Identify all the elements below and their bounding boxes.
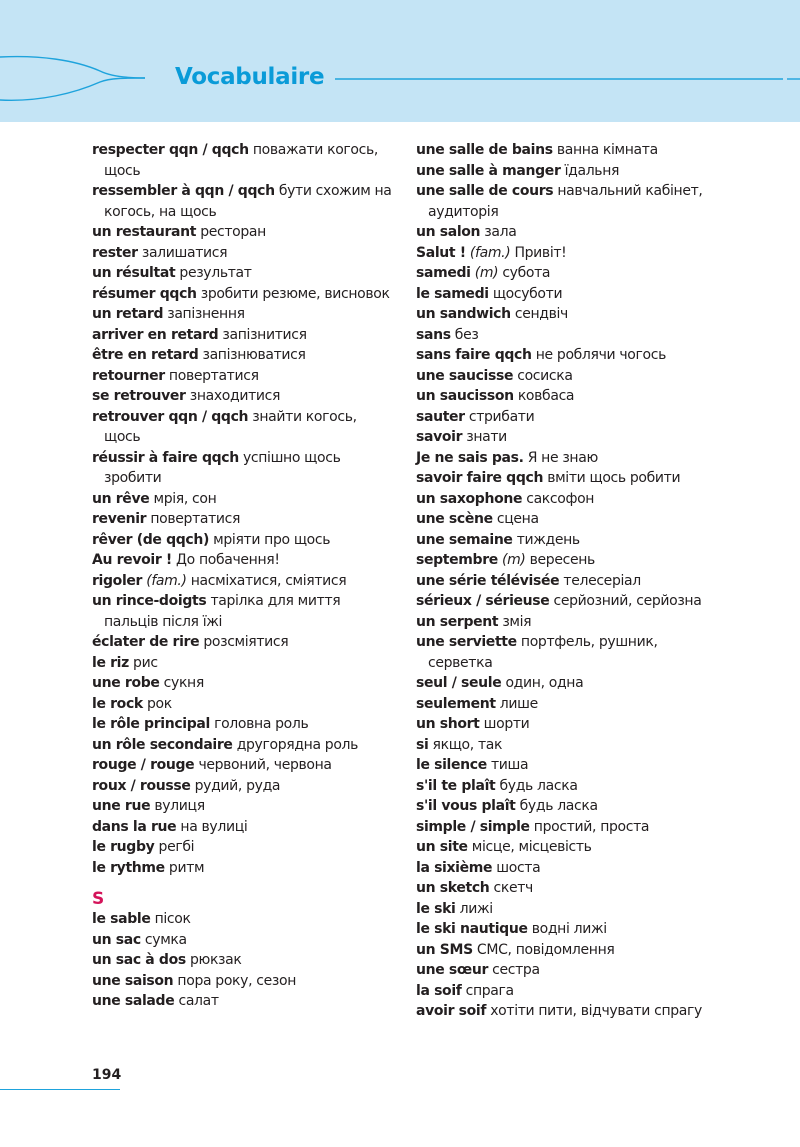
entry-headword: revenir (92, 511, 147, 527)
entry-translation: червоний, червона (198, 757, 332, 773)
entry-headword: sérieux / sérieuse (416, 593, 550, 609)
entry-headword: rester (92, 244, 138, 261)
entry-list-r (92, 140, 392, 878)
entry-translation: на вулиці (180, 818, 248, 835)
entry-translation: розсміятися (203, 634, 289, 650)
entry-headword: une semaine (416, 531, 513, 548)
entry-headword: seul / seule (416, 675, 502, 691)
vocab-entry (92, 817, 392, 838)
vocab-entry (92, 673, 392, 694)
header-banner (0, 0, 800, 122)
entry-translation: рис (133, 654, 158, 671)
vocab-entry (416, 755, 726, 776)
entry-headword: une saison (92, 972, 174, 989)
entry-translation: лише (499, 695, 538, 712)
vocab-entry (416, 735, 726, 756)
entry-translation: Я не знаю (527, 449, 598, 466)
entry-grammar-note: (m) (502, 552, 526, 568)
entry-translation: серйозний, серйозна (553, 593, 702, 609)
vocab-entry (416, 161, 726, 182)
entry-headword: un sketch (416, 880, 490, 896)
entry-translation: До побачення! (176, 552, 280, 568)
vocab-entry (416, 530, 726, 551)
entry-headword: Je ne sais pas. (416, 449, 524, 466)
entry-headword: une scène (416, 511, 493, 527)
vocab-entry (92, 263, 392, 284)
vocab-entry (416, 1001, 726, 1022)
entry-headword: samedi (416, 265, 471, 281)
entry-translation: насміхатися, сміятися (190, 572, 347, 589)
entry-headword: une sœur (416, 962, 489, 978)
vocab-entry (92, 858, 392, 879)
entry-list-s-continued (416, 140, 726, 1022)
vocab-entry (416, 919, 726, 940)
entry-headword: un saxophone (416, 490, 523, 507)
vocab-entry (416, 489, 726, 510)
entry-headword: simple / simple (416, 818, 530, 835)
vocab-entry (92, 448, 392, 489)
entry-translation: лижі (459, 900, 493, 917)
entry-headword: un SMS (416, 941, 473, 958)
entry-headword: retrouver qqn / qqch (92, 408, 249, 425)
vocab-entry (416, 981, 726, 1002)
entry-headword: un sac à dos (92, 952, 186, 968)
entry-headword: un sandwich (416, 306, 511, 322)
entry-grammar-note: (m) (474, 265, 499, 281)
vocab-entry (416, 899, 726, 920)
entry-translation: водні лижі (531, 921, 607, 937)
entry-translation: вулиця (154, 798, 205, 814)
vocab-entry (416, 427, 726, 448)
entry-translation: пісок (154, 911, 191, 927)
vocab-entry (416, 858, 726, 879)
vocab-entry (416, 181, 726, 222)
vocab-entry (92, 407, 392, 448)
entry-headword: sans faire qqch (416, 347, 532, 363)
entry-translation: без (454, 326, 479, 343)
vocab-entry (416, 222, 726, 243)
entry-translation: сукня (163, 675, 204, 691)
entry-list-s (92, 909, 392, 1012)
vocab-entry (92, 755, 392, 776)
vocab-entry (92, 509, 392, 530)
vocab-entry (416, 468, 726, 489)
entry-headword: une salle à manger (416, 162, 561, 179)
vocab-entry (92, 325, 392, 346)
entry-translation: ванна кімната (556, 142, 658, 158)
entry-headword: un serpent (416, 613, 499, 630)
entry-headword: si (416, 736, 429, 753)
entry-translation: результат (179, 265, 252, 281)
entry-translation: рюкзак (189, 952, 242, 968)
entry-headword: s'il te plaît (416, 777, 496, 794)
vocab-entry (92, 140, 392, 181)
entry-translation: стрибати (468, 408, 535, 425)
vocab-entry (92, 714, 392, 735)
entry-headword: être en retard (92, 347, 199, 363)
vocab-entry (416, 571, 726, 592)
entry-translation: портфель, рушник, серветка (428, 634, 658, 671)
vocab-entry (416, 509, 726, 530)
entry-translation: СМС, повідомлення (476, 941, 615, 958)
entry-headword: arriver en retard (92, 326, 219, 343)
vocab-entry (92, 530, 392, 551)
entry-translation: мрія, сон (153, 490, 217, 507)
vocab-entry (92, 930, 392, 951)
vocab-entry (416, 714, 726, 735)
entry-translation: головна роль (214, 716, 309, 732)
entry-translation: якщо, так (432, 736, 503, 753)
entry-headword: un restaurant (92, 224, 197, 240)
vocab-entry (92, 181, 392, 222)
entry-headword: Au revoir ! (92, 552, 172, 568)
entry-translation: рудий, руда (194, 777, 281, 794)
entry-headword: un rôle secondaire (92, 736, 233, 753)
vocab-entry (92, 345, 392, 366)
entry-grammar-note: (fam.) (469, 244, 511, 261)
vocab-entry (92, 909, 392, 930)
entry-headword: éclater de rire (92, 634, 200, 650)
entry-headword: résumer qqch (92, 285, 197, 302)
entry-translation: другорядна роль (236, 736, 359, 753)
entry-headword: rouge / rouge (92, 757, 195, 773)
entry-translation: будь ласка (519, 798, 598, 814)
entry-translation: повертатися (168, 367, 259, 384)
entry-translation: регбі (158, 839, 195, 855)
vocab-entry (92, 735, 392, 756)
vocab-entry (92, 243, 392, 264)
vocab-entry (416, 612, 726, 633)
entry-translation: вересень (529, 552, 595, 568)
vocab-entry (92, 653, 392, 674)
entry-headword: roux / rousse (92, 777, 191, 794)
vocab-entry (92, 837, 392, 858)
entry-translation: сестра (492, 962, 540, 978)
vocab-entry (416, 694, 726, 715)
section-letter-s: S (92, 889, 105, 909)
entry-translation: телесеріал (563, 572, 641, 589)
entry-translation: не роблячи чогось (535, 347, 666, 363)
entry-headword: une salle de cours (416, 183, 554, 199)
vocab-entry (416, 673, 726, 694)
vocab-entry (416, 263, 726, 284)
vocab-entry (92, 591, 392, 632)
entry-headword: rigoler (92, 572, 143, 589)
vocab-entry (416, 366, 726, 387)
entry-headword: s'il vous plaît (416, 798, 516, 814)
entry-headword: une série télévisée (416, 572, 560, 589)
vocabulary-column-right (416, 140, 726, 1022)
entry-headword: septembre (416, 552, 498, 568)
entry-translation: навчальний кабінет, аудиторія (428, 183, 703, 220)
vocab-entry (92, 796, 392, 817)
vocab-entry (92, 971, 392, 992)
vocab-entry (416, 960, 726, 981)
vocab-entry (416, 325, 726, 346)
entry-headword: la soif (416, 982, 462, 999)
entry-headword: le silence (416, 757, 487, 773)
entry-translation: хотіти пити, відчувати спрагу (490, 1003, 702, 1019)
vocab-entry (92, 304, 392, 325)
entry-translation: субота (502, 265, 551, 281)
entry-headword: retourner (92, 367, 165, 384)
entry-translation: будь ласка (499, 777, 578, 794)
entry-headword: une robe (92, 675, 160, 691)
entry-translation: шоста (496, 859, 541, 876)
entry-translation: ритм (168, 859, 205, 876)
entry-headword: une salle de bains (416, 142, 553, 158)
entry-translation: сцена (496, 511, 539, 527)
entry-headword: une saucisse (416, 367, 514, 384)
entry-translation: скетч (493, 880, 533, 896)
entry-headword: le riz (92, 654, 129, 671)
entry-translation: тарілка для миття пальців після їжі (104, 593, 341, 630)
entry-headword: savoir faire qqch (416, 470, 544, 486)
vocab-entry (416, 837, 726, 858)
entry-translation: зала (484, 224, 517, 240)
vocab-entry (92, 489, 392, 510)
vocab-entry (416, 940, 726, 961)
entry-headword: rêver (de qqch) (92, 531, 210, 548)
entry-headword: un rince-doigts (92, 593, 207, 609)
entry-headword: un saucisson (416, 388, 514, 404)
entry-translation: запізнитися (222, 326, 307, 343)
entry-translation: спрага (465, 982, 514, 999)
entry-translation: тиша (490, 757, 529, 773)
entry-headword: Salut ! (416, 244, 466, 261)
entry-translation: знати (466, 429, 507, 445)
entry-headword: le rôle principal (92, 716, 210, 732)
entry-translation: мріяти про щось (213, 531, 331, 548)
entry-translation: бути схожим на когось, на щось (104, 183, 392, 220)
entry-headword: le sable (92, 911, 151, 927)
entry-translation: успішно щось зробити (104, 449, 341, 486)
entry-headword: une serviette (416, 634, 517, 650)
entry-translation: знаходитися (189, 388, 281, 404)
entry-translation: ресторан (200, 224, 266, 240)
vocab-entry (92, 571, 392, 592)
entry-headword: un retard (92, 306, 164, 322)
entry-headword: une salade (92, 993, 175, 1009)
entry-translation: щосуботи (492, 285, 563, 302)
vocabulary-column-left (92, 140, 392, 1012)
page-title: Vocabulaire (175, 64, 325, 90)
entry-headword: seulement (416, 695, 496, 712)
entry-translation: запізнення (167, 306, 245, 322)
entry-translation: зробити резюме, висновок (200, 285, 390, 302)
entry-headword: sans (416, 326, 451, 343)
entry-translation: повертатися (150, 511, 241, 527)
entry-headword: un résultat (92, 265, 176, 281)
entry-headword: un rêve (92, 490, 150, 507)
vocab-entry (92, 991, 392, 1012)
vocab-entry (92, 694, 392, 715)
entry-translation: тиждень (516, 531, 580, 548)
entry-translation: ковбаса (517, 388, 575, 404)
entry-headword: sauter (416, 408, 465, 425)
entry-headword: un site (416, 839, 468, 855)
entry-headword: réussir à faire qqch (92, 449, 239, 466)
entry-headword: le ski (416, 900, 456, 917)
entry-headword: ressembler à qqn / qqch (92, 183, 275, 199)
entry-headword: le rythme (92, 859, 165, 876)
entry-headword: un sac (92, 931, 141, 948)
entry-headword: dans la rue (92, 818, 177, 835)
vocab-entry (92, 776, 392, 797)
vocab-entry (416, 878, 726, 899)
entry-headword: le samedi (416, 285, 489, 302)
header-swoosh-decoration (0, 0, 800, 122)
entry-headword: un salon (416, 224, 481, 240)
entry-headword: le rugby (92, 839, 155, 855)
entry-translation: рок (146, 695, 172, 712)
entry-headword: une rue (92, 798, 151, 814)
entry-translation: салат (178, 993, 219, 1009)
vocab-entry (416, 448, 726, 469)
vocab-entry (416, 632, 726, 673)
entry-translation: один, одна (505, 675, 584, 691)
vocab-entry (416, 796, 726, 817)
vocab-entry (416, 284, 726, 305)
entry-headword: le rock (92, 695, 143, 712)
entry-translation: поважати когось, щось (104, 142, 378, 179)
entry-translation: сумка (144, 931, 187, 948)
vocab-entry (416, 817, 726, 838)
entry-translation: Привіт! (514, 244, 567, 261)
vocab-entry (416, 407, 726, 428)
footer-rule (0, 1089, 120, 1090)
entry-translation: саксофон (526, 490, 595, 507)
entry-translation: сендвіч (514, 306, 568, 322)
vocab-entry (416, 776, 726, 797)
entry-headword: se retrouver (92, 388, 186, 404)
vocab-entry (416, 345, 726, 366)
vocab-entry (92, 950, 392, 971)
vocab-entry (416, 304, 726, 325)
entry-translation: залишатися (141, 244, 228, 261)
entry-headword: savoir (416, 429, 463, 445)
entry-translation: місце, місцевість (471, 839, 592, 855)
entry-headword: avoir soif (416, 1003, 487, 1019)
page-number: 194 (92, 1067, 122, 1083)
entry-headword: le ski nautique (416, 921, 528, 937)
entry-translation: пора року, сезон (177, 972, 297, 989)
entry-translation: змія (502, 613, 532, 630)
entry-headword: la sixième (416, 859, 493, 876)
entry-translation: вміти щось робити (547, 470, 681, 486)
vocab-entry (416, 140, 726, 161)
vocab-entry (416, 243, 726, 264)
entry-translation: запізнюватися (202, 347, 306, 363)
entry-translation: їдальня (564, 162, 620, 179)
vocab-entry (92, 366, 392, 387)
entry-grammar-note: (fam.) (146, 572, 187, 589)
entry-headword: respecter qqn / qqch (92, 142, 249, 158)
vocab-entry (92, 284, 392, 305)
vocab-entry (416, 386, 726, 407)
vocab-entry (92, 632, 392, 653)
entry-translation: простий, проста (533, 818, 650, 835)
entry-translation: шорти (483, 716, 530, 732)
vocab-entry (92, 222, 392, 243)
entry-headword: un short (416, 716, 480, 732)
entry-translation: знайти когось, щось (104, 408, 357, 445)
entry-translation: сосиска (517, 367, 573, 384)
vocab-entry (416, 550, 726, 571)
vocab-entry (92, 386, 392, 407)
vocab-entry (92, 550, 392, 571)
vocab-entry (416, 591, 726, 612)
